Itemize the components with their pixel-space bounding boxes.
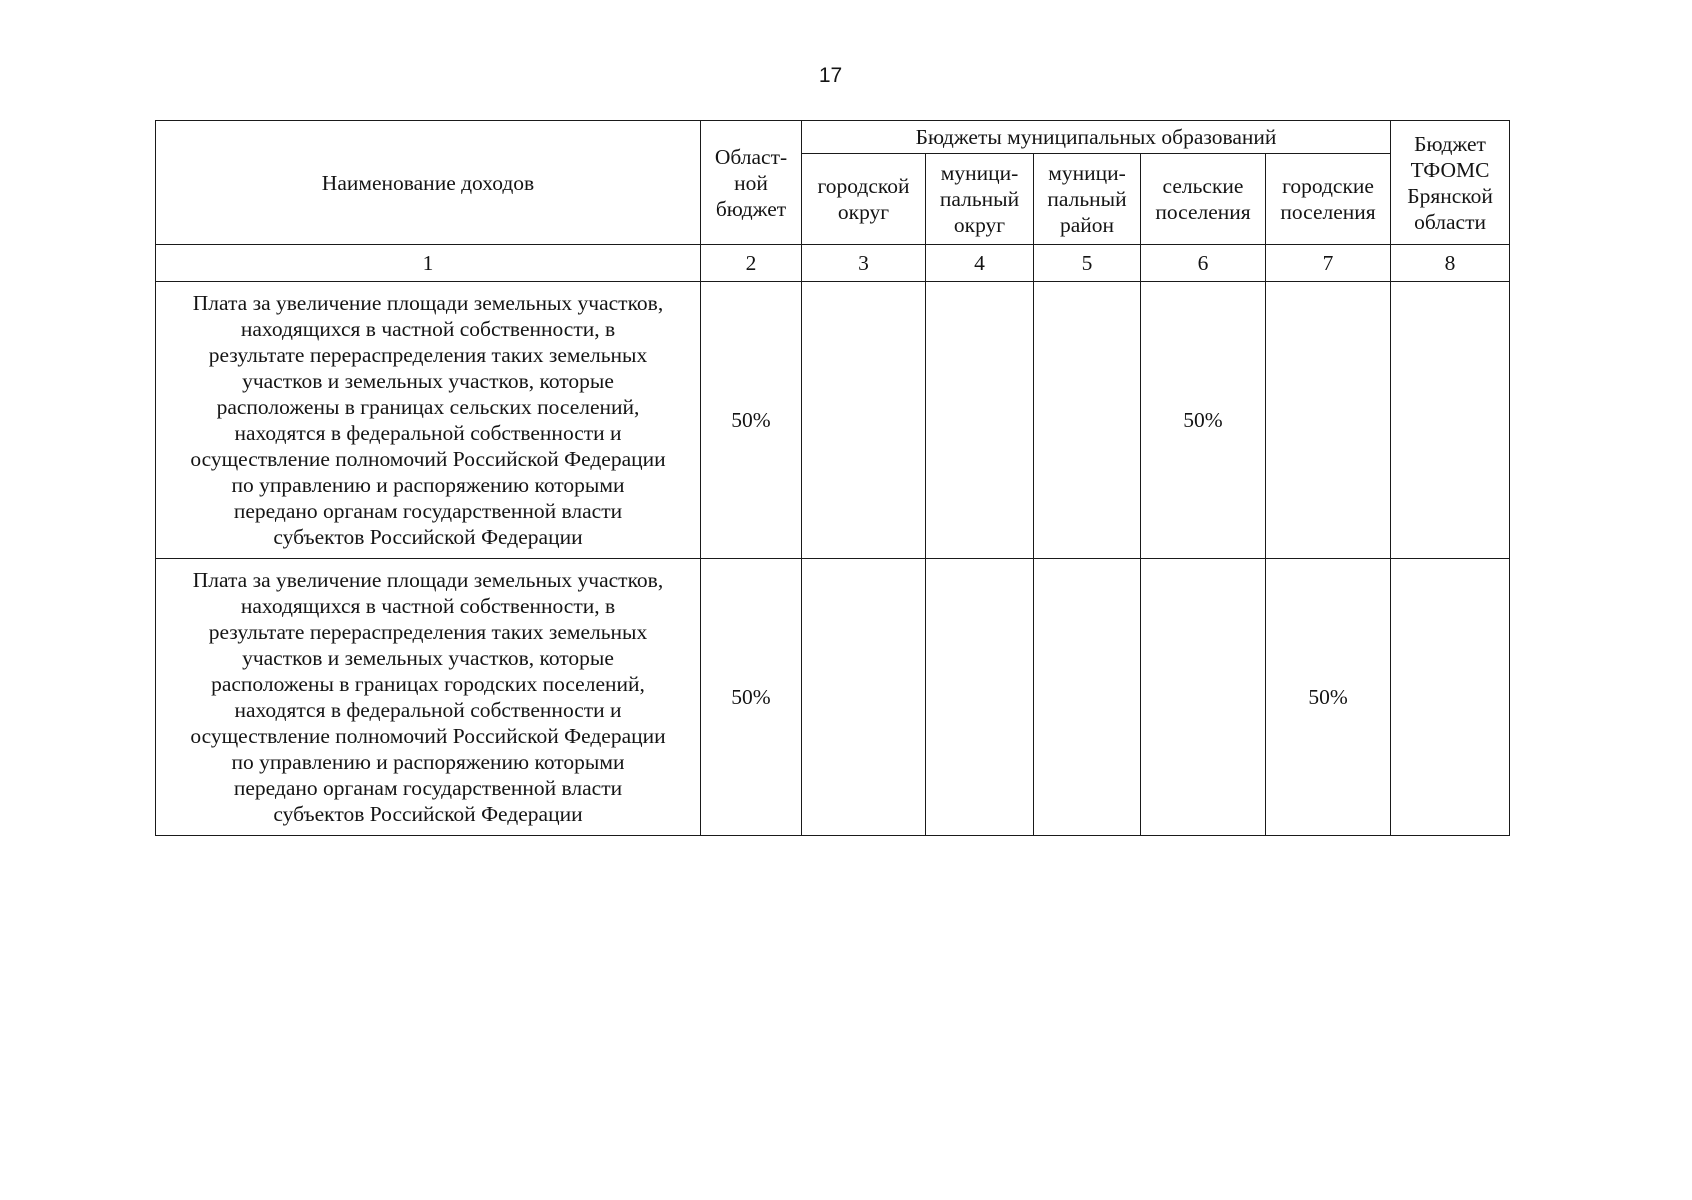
- header-line: бюджет: [715, 196, 787, 221]
- revenue-distribution-table: [155, 120, 1510, 836]
- header-line: пальный: [939, 187, 1020, 211]
- city-district-share: [802, 282, 926, 559]
- header-line: муници-: [940, 161, 1019, 185]
- column-number: 3: [802, 245, 926, 282]
- header-urban-settlements: [1266, 154, 1391, 245]
- column-number: 8: [1391, 245, 1510, 282]
- header-municipal-district: [926, 154, 1034, 245]
- header-line: поселения: [1280, 200, 1376, 224]
- revenue-name-cell: [156, 559, 701, 836]
- urban-settlements-share: [1266, 282, 1391, 559]
- revenue-name-line: осуществление полномочий Российской Федерации: [190, 724, 666, 748]
- revenue-name-line: расположены в границах городских поселений,: [211, 672, 645, 696]
- city-district-share: [802, 559, 926, 836]
- rural-settlements-share: [1141, 559, 1266, 836]
- revenue-name-line: по управлению и распоряжению которыми: [231, 750, 625, 774]
- table-row: [156, 282, 1510, 559]
- column-number: 5: [1034, 245, 1141, 282]
- municipal-area-share: [1034, 282, 1141, 559]
- revenue-name-cell: [156, 282, 701, 559]
- revenue-name-line: находятся в федеральной собственности и: [234, 698, 622, 722]
- header-line: ТФОМС: [1410, 157, 1490, 182]
- tfoms-budget-share: [1391, 559, 1510, 836]
- header-line: области: [1414, 209, 1486, 234]
- tfoms-budget-share: [1391, 282, 1510, 559]
- revenue-name-line: находящихся в частной собственности, в: [240, 317, 616, 341]
- header-revenue-name: Наименование доходов: [156, 121, 701, 245]
- header-city-district: [802, 154, 926, 245]
- municipal-area-share: [1034, 559, 1141, 836]
- table-row: [156, 559, 1510, 836]
- regional-budget-share: 50%: [701, 559, 802, 836]
- column-number: 1: [156, 245, 701, 282]
- revenue-name-line: расположены в границах сельских поселений,: [216, 395, 640, 419]
- rural-settlements-share: 50%: [1141, 282, 1266, 559]
- revenue-name-line: передано органам государственной власти: [233, 776, 623, 800]
- municipal-district-share: [926, 282, 1034, 559]
- header-line: городские: [1282, 174, 1374, 198]
- urban-settlements-share: 50%: [1266, 559, 1391, 836]
- header-line: Бюджет: [1414, 131, 1486, 156]
- revenue-name-line: результате перераспределения таких земельных: [208, 343, 648, 367]
- revenue-name-line: осуществление полномочий Российской Федерации: [190, 447, 666, 471]
- header-municipal-budgets: Бюджеты муниципальных образований: [802, 121, 1391, 154]
- regional-budget-share: 50%: [701, 282, 802, 559]
- column-number: 2: [701, 245, 802, 282]
- column-number: 4: [926, 245, 1034, 282]
- header-line: сельские: [1162, 174, 1244, 198]
- header-line: Област-: [714, 144, 788, 169]
- revenue-name-line: Плата за увеличение площади земельных участков,: [192, 291, 664, 315]
- header-row: [156, 121, 1510, 154]
- revenue-name-line: субъектов Российской Федерации: [273, 525, 583, 549]
- header-line: пальный: [1047, 187, 1127, 211]
- revenue-name-line: участков и земельных участков, которые: [242, 369, 614, 393]
- header-tfoms-budget: [1391, 121, 1510, 245]
- header-line: поселения: [1155, 200, 1251, 224]
- header-municipal-area: [1034, 154, 1141, 245]
- revenue-name-line: находятся в федеральной собственности и: [234, 421, 622, 445]
- municipal-district-share: [926, 559, 1034, 836]
- header-line: Брянской: [1407, 183, 1493, 208]
- page-number: 17: [818, 64, 843, 87]
- header-line: ной: [734, 170, 768, 195]
- revenue-name-line: субъектов Российской Федерации: [273, 802, 583, 826]
- revenue-name-line: Плата за увеличение площади земельных участков,: [192, 568, 664, 592]
- revenue-name-line: находящихся в частной собственности, в: [240, 594, 616, 618]
- column-number: 7: [1266, 245, 1391, 282]
- header-regional-budget: [701, 121, 802, 245]
- column-number: 6: [1141, 245, 1266, 282]
- header-rural-settlements: [1141, 154, 1266, 245]
- revenue-name-line: участков и земельных участков, которые: [242, 646, 614, 670]
- header-line: район: [1059, 213, 1115, 237]
- header-line: муници-: [1048, 161, 1126, 185]
- header-line: городской: [817, 174, 910, 198]
- column-number-row: [156, 245, 1510, 282]
- revenue-name-line: результате перераспределения таких земельных: [208, 620, 648, 644]
- revenue-name-line: передано органам государственной власти: [233, 499, 623, 523]
- revenue-name-line: по управлению и распоряжению которыми: [231, 473, 625, 497]
- header-line: округ: [953, 213, 1006, 237]
- header-line: округ: [837, 200, 890, 224]
